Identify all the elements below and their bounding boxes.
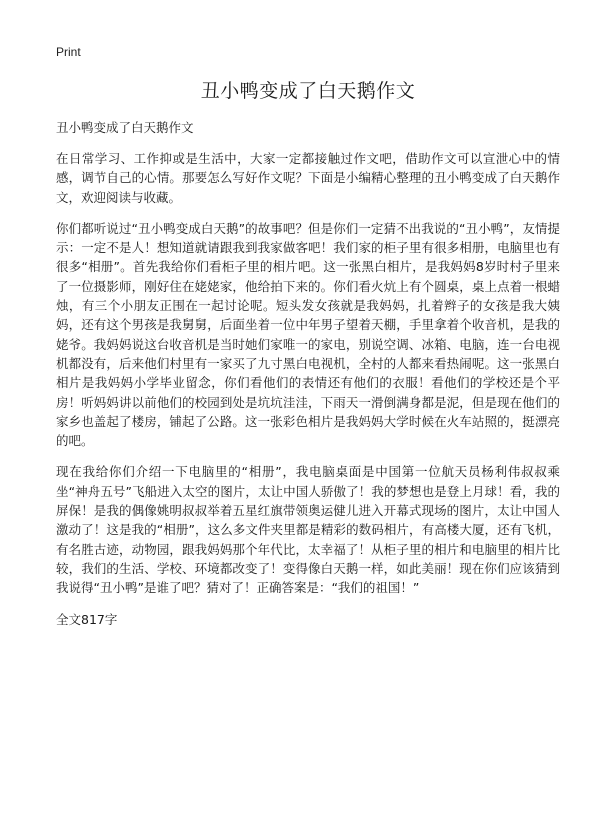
paragraph-photo-album: 你们都听说过“丑小鸭变成白天鹅”的故事吧？但是你们一定猜不出我说的“丑小鸭”，友情提示：一定不是人！想知道就请跟我到我家做客吧！我们家的柜子里有很多相册，电脑里也有很多“相册”。首先我给你们看柜子里的相片吧。这一张黑白相片，是我妈妈8岁时村子里来了一位摄影师，刚好住在姥姥家，他给拍下来的。你们看火炕上有个圆桌，桌上点着一根蜡烛，有三个小朋友正围在一起讨论呢。短头发女孩就是我妈妈，扎着辫子的女孩是我大姨妈，还有这个男孩是我舅舅，后面坐着一位中年男子望着天棚，手里拿着个收音机，是我的姥爷。我妈妈说这台收音机是当时她们家唯一的家电，别说空调、冰箱、电脑，连一台电视机都没有，后来他们村里有一家买了九寸黑白电视机，全村的人都来看热闹呢。这一张黑白相片是我妈妈小学毕业留念，你们看他们的表情还有他们的衣服！看他们的学校还是个平房！听妈妈讲以前他们的校园到处是坑坑洼洼，下雨天一滑倒满身都是泥，但是现在他们的家乡也盖起了楼房，铺起了公路。这一张彩色相片是我妈妈大学时候在火车站照的，挺漂亮的吧。 — [56, 220, 560, 449]
word-count: 全文817字 — [56, 611, 118, 627]
document-subtitle: 丑小鸭变成了白天鹅作文 — [56, 120, 194, 135]
print-label: Print — [56, 45, 81, 59]
paragraph-intro: 在日常学习、工作抑或是生活中，大家一定都接触过作文吧，借助作文可以宣泄心中的情感，调节自己的心情。那要怎么写好作文呢？下面是小编精心整理的丑小鸭变成了白天鹅作文，欢迎阅读与收藏。 — [56, 151, 560, 205]
document-title: 丑小鸭变成了白天鹅作文 — [200, 80, 416, 102]
paragraph-computer-album: 现在我给你们介绍一下电脑里的“相册”，我电脑桌面是中国第一位航天员杨利伟叔叔乘坐“神舟五号”飞船进入太空的图片，太让中国人骄傲了！我的梦想也是登上月球！看，我的屏保！是我的偶像姚明叔叔举着五星红旗带领奥运健儿进入开幕式现场的图片，太让中国人激动了！这是我的“相册”，这么多文件夹里都是精彩的数码相片，有高楼大厦，还有飞机，有名胜古迹，动物园，跟我妈妈那个年代比，太幸福了！从柜子里的相片和电脑里的相片比较，我们的生活、学校、环境都改变了！变得像白天鹅一样，如此美丽！现在你们应该猜到我说得“丑小鸭”是谁了吧？猜对了！正确答案是：“我们的祖国！” — [56, 464, 560, 596]
